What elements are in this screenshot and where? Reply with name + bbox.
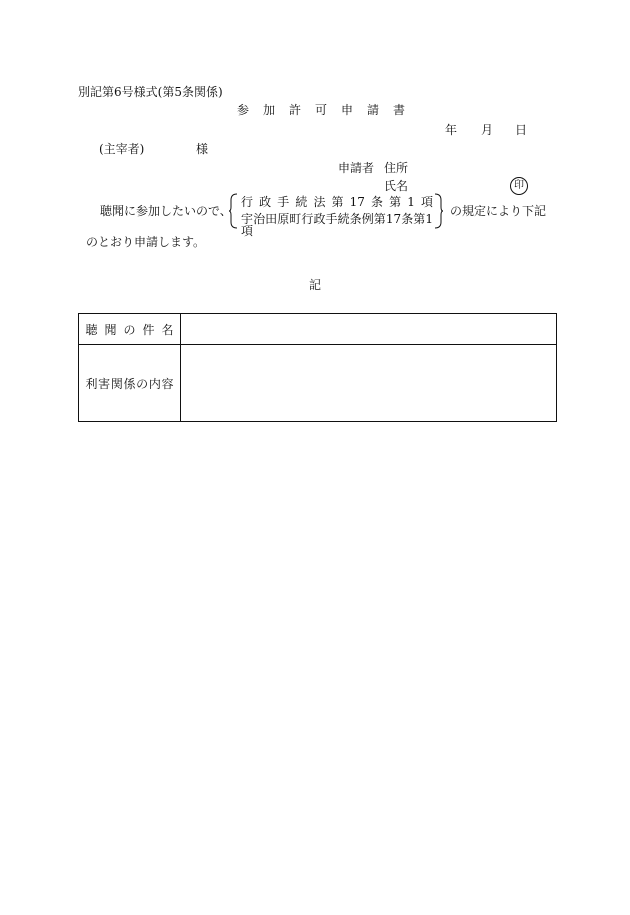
table-row (79, 314, 557, 345)
address-label: 住所 (384, 161, 409, 175)
addressee-honorific: 様 (196, 142, 209, 156)
interest-label: 利害関係の内容 (85, 376, 174, 391)
interest-label-cell (79, 345, 181, 422)
date-month: 月 (481, 123, 494, 137)
law-reference-1: 行政手続法第17条第1項 (241, 195, 433, 209)
date-year: 年 (445, 123, 458, 137)
document-title: 参 加 許 可 申 請 書 (237, 103, 407, 117)
interest-value-cell[interactable] (181, 345, 557, 422)
application-table (78, 313, 557, 422)
law-reference-2: 宇治田原町行政手続条例第17条第1項 (241, 212, 433, 238)
addressee-label: (主宰者) (99, 142, 145, 156)
table-row (79, 345, 557, 422)
seal-mark: 印 (510, 177, 528, 195)
date-day: 日 (515, 123, 528, 137)
subject-label: 聴聞の件名 (85, 322, 174, 337)
name-label: 氏名 (384, 179, 409, 193)
subject-label-cell (79, 314, 181, 345)
statement-line-2: のとおり申請します。 (86, 235, 206, 249)
applicant-label: 申請者 (338, 161, 375, 175)
statement-suffix: の規定により下記 (450, 204, 547, 218)
law-bracket (229, 193, 443, 238)
note-heading: 記 (309, 278, 322, 292)
subject-value-cell[interactable] (181, 314, 557, 345)
form-number: 別記第6号様式(第5条関係) (78, 85, 223, 99)
statement-prefix: 聴聞に参加したいので、 (100, 204, 232, 218)
